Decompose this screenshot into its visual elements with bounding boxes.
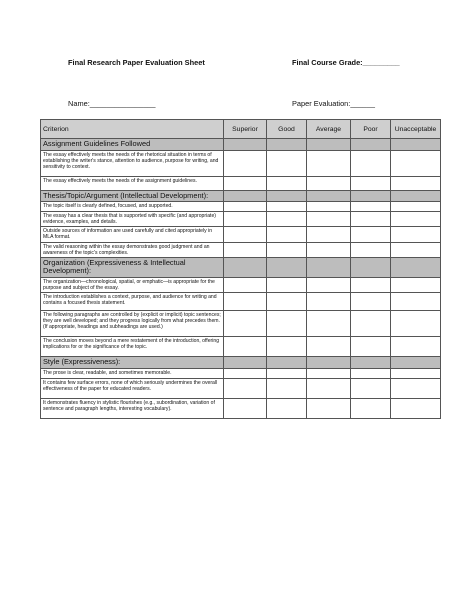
score-cell-poor[interactable] — [351, 227, 391, 242]
score-cell-superior[interactable] — [224, 368, 267, 378]
score-cell-superior[interactable] — [224, 337, 267, 357]
criterion-row — [41, 311, 441, 337]
score-cell-average[interactable] — [307, 202, 351, 212]
score-cell-poor[interactable] — [351, 293, 391, 311]
column-header-criterion: Criterion — [41, 120, 224, 139]
score-cell-average[interactable] — [307, 398, 351, 418]
score-cell-poor — [351, 190, 391, 202]
score-cell-average — [307, 357, 351, 369]
rubric-body — [41, 139, 441, 419]
score-cell-average — [307, 139, 351, 151]
score-cell-good[interactable] — [267, 378, 307, 398]
score-cell-average[interactable] — [307, 212, 351, 227]
score-cell-unacceptable[interactable] — [391, 277, 441, 292]
section-title: Style (Expressiveness): — [41, 357, 224, 369]
score-cell-superior[interactable] — [224, 150, 267, 176]
evaluation-rubric-table — [40, 119, 441, 419]
score-cell-poor[interactable] — [351, 242, 391, 257]
criterion-row — [41, 242, 441, 257]
score-cell-good — [267, 139, 307, 151]
score-cell-good[interactable] — [267, 176, 307, 190]
name-field-label: Name:________________ — [68, 99, 156, 108]
score-cell-unacceptable — [391, 357, 441, 369]
score-cell-superior[interactable] — [224, 293, 267, 311]
score-cell-good — [267, 357, 307, 369]
score-cell-unacceptable[interactable] — [391, 202, 441, 212]
score-cell-superior[interactable] — [224, 277, 267, 292]
score-cell-good[interactable] — [267, 277, 307, 292]
score-cell-poor[interactable] — [351, 378, 391, 398]
score-cell-good[interactable] — [267, 227, 307, 242]
score-cell-poor — [351, 257, 391, 277]
score-cell-good[interactable] — [267, 311, 307, 337]
criterion-text: Outside sources of information are used carefully and cited appropriately in MLA format. — [41, 227, 224, 242]
score-cell-unacceptable — [391, 257, 441, 277]
score-cell-good[interactable] — [267, 202, 307, 212]
score-cell-unacceptable[interactable] — [391, 378, 441, 398]
score-cell-average[interactable] — [307, 227, 351, 242]
score-cell-average[interactable] — [307, 293, 351, 311]
criterion-row — [41, 202, 441, 212]
score-cell-poor[interactable] — [351, 277, 391, 292]
section-header-row — [41, 139, 441, 151]
criterion-text: The essay effectively meets the needs of the rhetorical situation in terms of establishing the writer's stance, attention to audience, purpose for writing, and sensitivity to context. — [41, 150, 224, 176]
criterion-row — [41, 227, 441, 242]
score-cell-average[interactable] — [307, 368, 351, 378]
score-cell-superior — [224, 190, 267, 202]
score-cell-superior — [224, 357, 267, 369]
score-cell-superior[interactable] — [224, 202, 267, 212]
criterion-text: The valid reasoning within the essay demonstrates good judgment and an awareness of the topic's complexities. — [41, 242, 224, 257]
criterion-row — [41, 378, 441, 398]
criterion-text: The conclusion moves beyond a mere restatement of the introduction, offering implications for or the significance of the topic. — [41, 337, 224, 357]
score-cell-superior[interactable] — [224, 176, 267, 190]
section-title: Organization (Expressiveness & Intellectual Development): — [41, 257, 224, 277]
criterion-text: It contains few surface errors, none of which seriously undermines the overall effectiveness of the paper for educated readers. — [41, 378, 224, 398]
score-cell-good[interactable] — [267, 242, 307, 257]
section-header-row — [41, 357, 441, 369]
criterion-row — [41, 368, 441, 378]
criterion-row — [41, 337, 441, 357]
score-cell-poor[interactable] — [351, 337, 391, 357]
score-cell-unacceptable[interactable] — [391, 242, 441, 257]
score-cell-unacceptable[interactable] — [391, 176, 441, 190]
section-header-row — [41, 257, 441, 277]
score-cell-unacceptable[interactable] — [391, 368, 441, 378]
score-cell-average[interactable] — [307, 277, 351, 292]
section-title: Thesis/Topic/Argument (Intellectual Development): — [41, 190, 224, 202]
score-cell-poor[interactable] — [351, 150, 391, 176]
score-cell-superior[interactable] — [224, 227, 267, 242]
criterion-text: The introduction establishes a context, purpose, and audience for writing and contains a focused thesis statement. — [41, 293, 224, 311]
criterion-text: The essay has a clear thesis that is supported with specific (and appropriate) evidence, examples, and details. — [41, 212, 224, 227]
score-cell-superior[interactable] — [224, 311, 267, 337]
score-cell-average[interactable] — [307, 378, 351, 398]
criterion-text: The topic itself is clearly defined, focused, and supported. — [41, 202, 224, 212]
score-cell-good[interactable] — [267, 212, 307, 227]
score-cell-poor[interactable] — [351, 202, 391, 212]
paper-evaluation-label: Paper Evaluation:______ — [292, 99, 376, 108]
score-cell-unacceptable[interactable] — [391, 212, 441, 227]
score-cell-unacceptable[interactable] — [391, 150, 441, 176]
criterion-text: The organization—chronological, spatial, or emphatic—is appropriate for the purpose and subject of the essay. — [41, 277, 224, 292]
score-cell-average — [307, 257, 351, 277]
score-cell-average[interactable] — [307, 150, 351, 176]
score-cell-good[interactable] — [267, 398, 307, 418]
criterion-row — [41, 150, 441, 176]
score-cell-superior[interactable] — [224, 398, 267, 418]
score-cell-poor — [351, 139, 391, 151]
score-cell-poor[interactable] — [351, 368, 391, 378]
criterion-row — [41, 176, 441, 190]
score-cell-average — [307, 190, 351, 202]
column-header-poor: Poor — [351, 120, 391, 139]
score-cell-good[interactable] — [267, 337, 307, 357]
score-cell-superior — [224, 139, 267, 151]
score-cell-good[interactable] — [267, 293, 307, 311]
score-cell-unacceptable[interactable] — [391, 293, 441, 311]
score-cell-unacceptable[interactable] — [391, 337, 441, 357]
column-header-average: Average — [307, 120, 351, 139]
score-cell-average[interactable] — [307, 311, 351, 337]
criterion-row — [41, 277, 441, 292]
score-cell-poor — [351, 357, 391, 369]
column-header-unacceptable: Unacceptable — [391, 120, 441, 139]
criterion-text: It demonstrates fluency in stylistic flourishes (e.g., subordination, variation of sentence and paragraph lengths, interesting vocabulary). — [41, 398, 224, 418]
score-cell-superior[interactable] — [224, 378, 267, 398]
section-header-row — [41, 190, 441, 202]
score-cell-poor[interactable] — [351, 212, 391, 227]
score-cell-average[interactable] — [307, 176, 351, 190]
criterion-row — [41, 293, 441, 311]
criterion-row — [41, 398, 441, 418]
score-cell-unacceptable[interactable] — [391, 398, 441, 418]
score-cell-poor[interactable] — [351, 398, 391, 418]
criterion-text: The essay effectively meets the needs of the assignment guidelines. — [41, 176, 224, 190]
criterion-text: The prose is clear, readable, and sometimes memorable. — [41, 368, 224, 378]
score-cell-average[interactable] — [307, 242, 351, 257]
score-cell-good — [267, 257, 307, 277]
section-title: Assignment Guidelines Followed — [41, 139, 224, 151]
final-course-grade-label: Final Course Grade:_________ — [292, 58, 400, 67]
score-cell-average[interactable] — [307, 337, 351, 357]
column-header-superior: Superior — [224, 120, 267, 139]
column-header-good: Good — [267, 120, 307, 139]
score-cell-good — [267, 190, 307, 202]
score-cell-superior[interactable] — [224, 212, 267, 227]
score-cell-unacceptable[interactable] — [391, 227, 441, 242]
criterion-row — [41, 212, 441, 227]
table-header-row — [41, 120, 441, 139]
score-cell-poor[interactable] — [351, 176, 391, 190]
score-cell-superior — [224, 257, 267, 277]
criterion-text: The following paragraphs are controlled by (explicit or implicit) topic sentences; they are well developed; and they progress logically from what precedes them. (If appropriate, headings and subheadings are used.) — [41, 311, 224, 337]
document-title: Final Research Paper Evaluation Sheet — [68, 58, 205, 67]
score-cell-good[interactable] — [267, 150, 307, 176]
score-cell-unacceptable — [391, 190, 441, 202]
score-cell-poor[interactable] — [351, 311, 391, 337]
score-cell-unacceptable[interactable] — [391, 311, 441, 337]
score-cell-good[interactable] — [267, 368, 307, 378]
score-cell-superior[interactable] — [224, 242, 267, 257]
score-cell-unacceptable — [391, 139, 441, 151]
